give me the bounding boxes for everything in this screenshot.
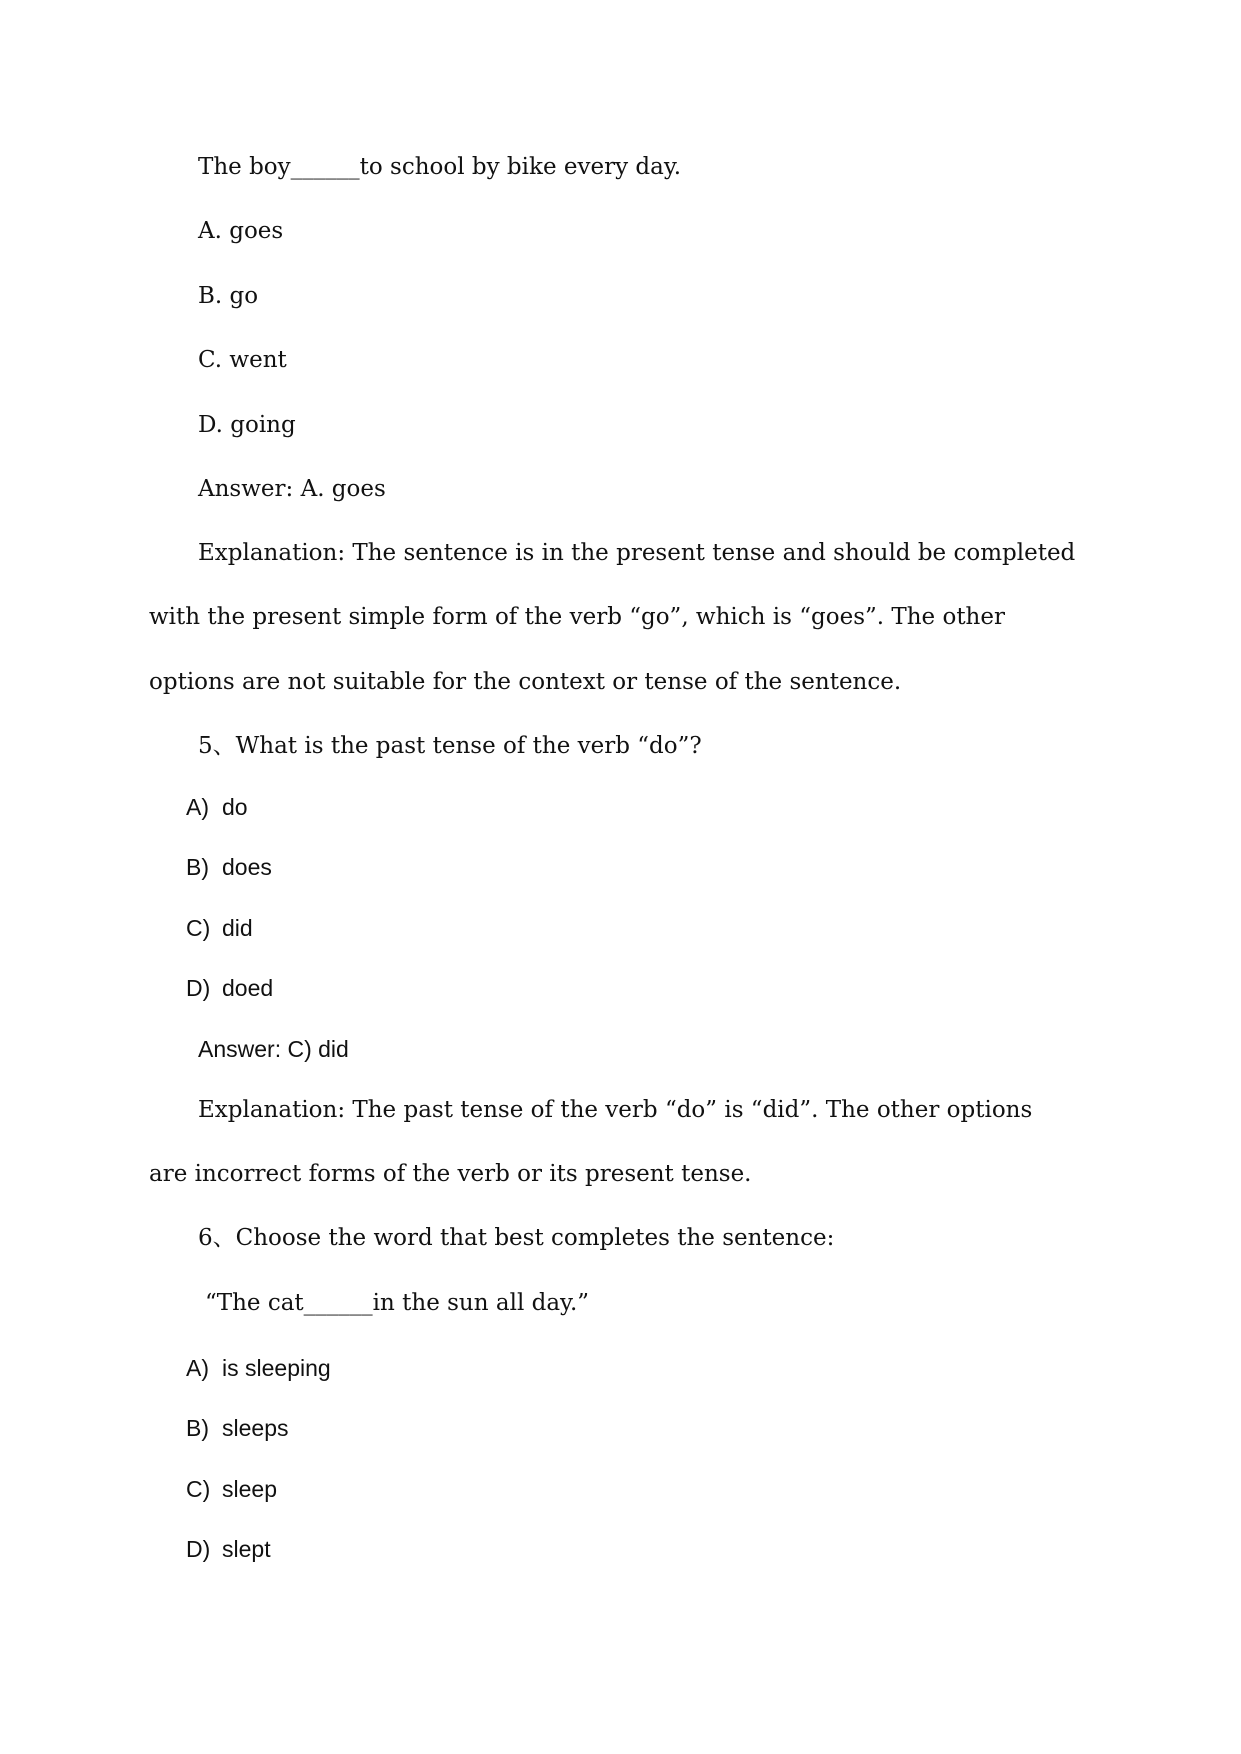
option-text: slept [222, 1536, 271, 1562]
option-text: do [222, 794, 248, 820]
option-label: D) [186, 975, 211, 1001]
q4-explanation-line-2: with the present simple form of the verb “go”, which is “goes”. The other [149, 604, 1005, 630]
option-text: did [222, 915, 253, 941]
option-label: A) [186, 794, 209, 820]
option-text: sleep [222, 1476, 277, 1502]
option-label: B) [186, 1415, 209, 1441]
q4-answer: Answer: A. goes [198, 476, 386, 502]
q4-explanation-line-1: Explanation: The sentence is in the present tense and should be completed [198, 540, 1076, 566]
q5-answer: Answer: C) did [198, 1036, 349, 1062]
q5-stem: 5、What is the past tense of the verb “do”? [198, 733, 702, 759]
option-label: A) [186, 1355, 209, 1381]
q4-explanation-line-3: options are not suitable for the context or tense of the sentence. [149, 669, 902, 695]
q5-option-c [186, 913, 253, 943]
q6-stem: 6、Choose the word that best completes the sentence: [198, 1225, 835, 1251]
q6-option-b [186, 1413, 288, 1443]
q6-option-a [186, 1353, 331, 1383]
q4-option-d: D. going [198, 412, 296, 438]
option-text: does [222, 854, 272, 880]
q4-stem: The boy______to school by bike every day. [198, 154, 682, 180]
q6-option-c [186, 1474, 277, 1504]
q5-option-a [186, 792, 248, 822]
q6-option-d [186, 1534, 271, 1564]
q5-option-b [186, 852, 272, 882]
option-text: is sleeping [222, 1355, 331, 1381]
q4-option-b: B. go [198, 283, 259, 309]
q4-option-a: A. goes [198, 218, 284, 244]
option-text: doed [222, 975, 274, 1001]
q5-explanation-line-2: are incorrect forms of the verb or its present tense. [149, 1161, 752, 1187]
option-text: sleeps [222, 1415, 289, 1441]
q5-explanation-line-1: Explanation: The past tense of the verb “do” is “did”. The other options [198, 1097, 1033, 1123]
option-label: C) [186, 915, 211, 941]
option-label: C) [186, 1476, 211, 1502]
q5-option-d [186, 973, 273, 1003]
q4-option-c: C. went [198, 347, 287, 373]
option-label: B) [186, 854, 209, 880]
q6-sentence: “The cat______in the sun all day.” [205, 1290, 590, 1316]
option-label: D) [186, 1536, 211, 1562]
